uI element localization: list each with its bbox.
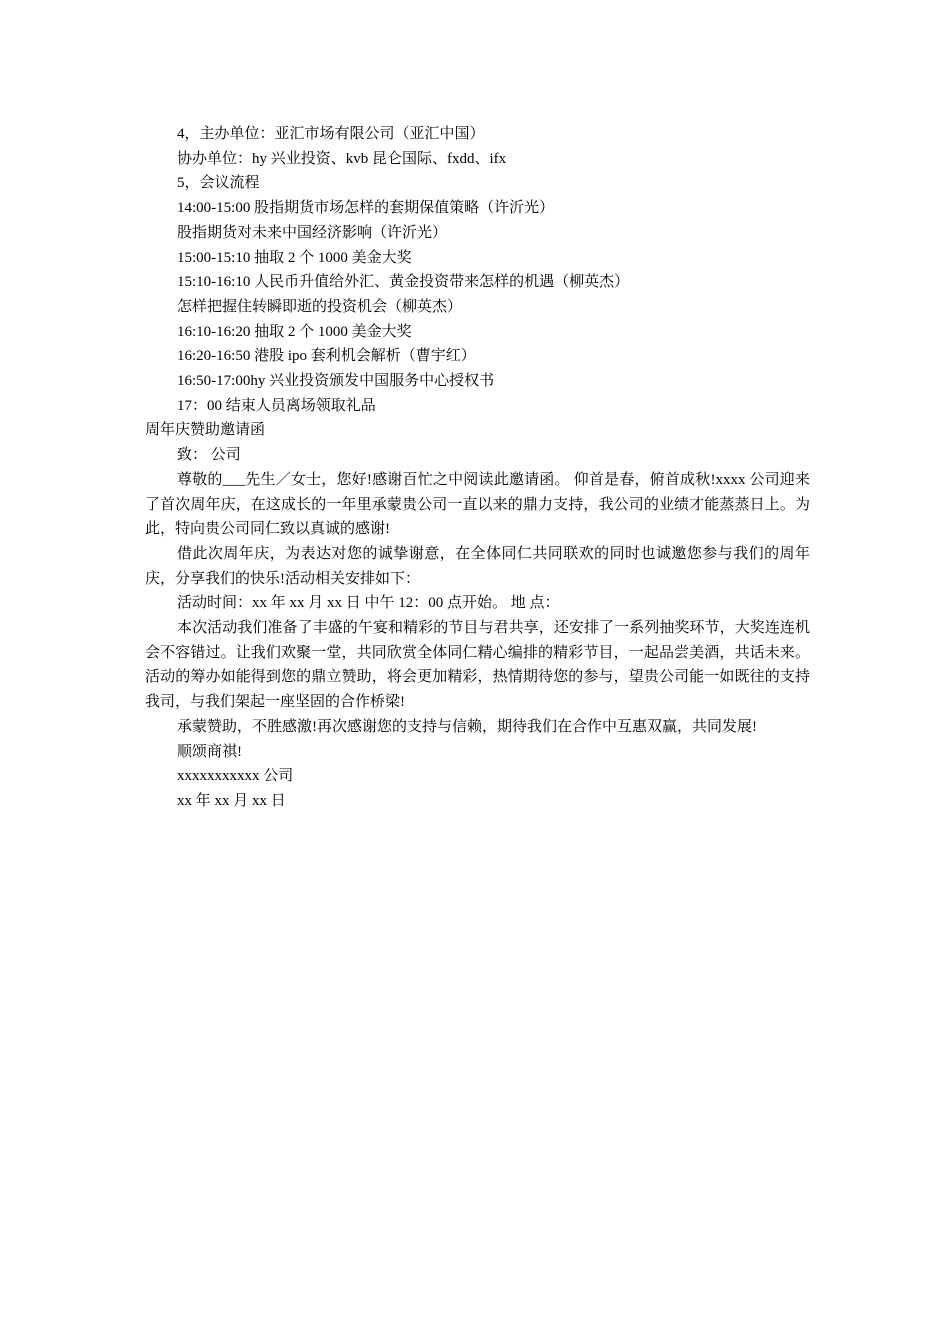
agenda-item: 15:10-16:10 人民币升值给外汇、黄金投资带来怎样的机遇（柳英杰） <box>177 274 630 291</box>
agenda-item: 16:10-16:20 抽取 2 个 1000 美金大奖 <box>177 323 412 340</box>
agenda-item: 14:00-15:00 股指期货市场怎样的套期保值策略（许沂光） <box>177 200 555 217</box>
section-title: 周年庆赞助邀请函 <box>145 422 266 439</box>
signature-date: xx 年 xx 月 xx 日 <box>177 792 286 809</box>
co-organizer-line: 协办单位：hy 兴业投资、kvb 昆仑国际、fxdd、ifx <box>177 150 507 167</box>
body-paragraph: 本次活动我们准备了丰盛的午宴和精彩的节目与君共享，还安排了一系列抽奖环节，大奖连连机会不容错过。让我们欢聚一堂，共同欣赏全体同仁精心编排的精彩节目，一起品尝美酒，共话未来。活动的筹办如能得到您的鼎立赞助，将会更加精彩，热情期待您的参与，望贵公司能一如既往的支持我司，与我们架起一座坚固的合作桥梁! <box>145 620 810 711</box>
document-body <box>145 122 810 814</box>
agenda-item: 17：00 结束人员离场领取礼品 <box>177 397 376 414</box>
closing-line: 顺颂商祺! <box>177 743 242 760</box>
salutation-line: 致： 公司 <box>177 447 241 464</box>
body-paragraph: 尊敬的___先生／女士，您好!感谢百忙之中阅读此邀请函。 仰首是春，俯首成秋!xxxx 公司迎来了首次周年庆，在这成长的一年里承蒙贵公司一直以来的鼎力支持，我公司的业绩才能蒸蒸日上。为此，特向贵公司同仁致以真诚的感谢! <box>145 471 810 538</box>
agenda-item: 16:50-17:00hy 兴业投资颁发中国服务中心授权书 <box>177 373 495 390</box>
body-paragraph: 借此次周年庆，为表达对您的诚挚谢意，在全体同仁共同联欢的同时也诚邀您参与我们的周年庆，分享我们的快乐!活动相关安排如下： <box>145 545 810 587</box>
organizer-line: 4，主办单位：亚汇市场有限公司（亚汇中国） <box>177 126 485 142</box>
agenda-heading: 5，会议流程 <box>177 175 260 192</box>
agenda-item: 16:20-16:50 港股 ipo 套利机会解析（曹宇红） <box>177 348 476 365</box>
agenda-item: 15:00-15:10 抽取 2 个 1000 美金大奖 <box>177 249 412 266</box>
agenda-item: 股指期货对未来中国经济影响（许沂光） <box>177 224 448 241</box>
body-paragraph: 承蒙赞助，不胜感激!再次感谢您的支持与信赖，期待我们在合作中互惠双赢，共同发展! <box>177 718 757 735</box>
signature-company: xxxxxxxxxxx 公司 <box>177 768 294 785</box>
agenda-item: 怎样把握住转瞬即逝的投资机会（柳英杰） <box>177 298 463 315</box>
event-time-line: 活动时间：xx 年 xx 月 xx 日 中午 12：00 点开始。 地 点： <box>177 595 560 612</box>
